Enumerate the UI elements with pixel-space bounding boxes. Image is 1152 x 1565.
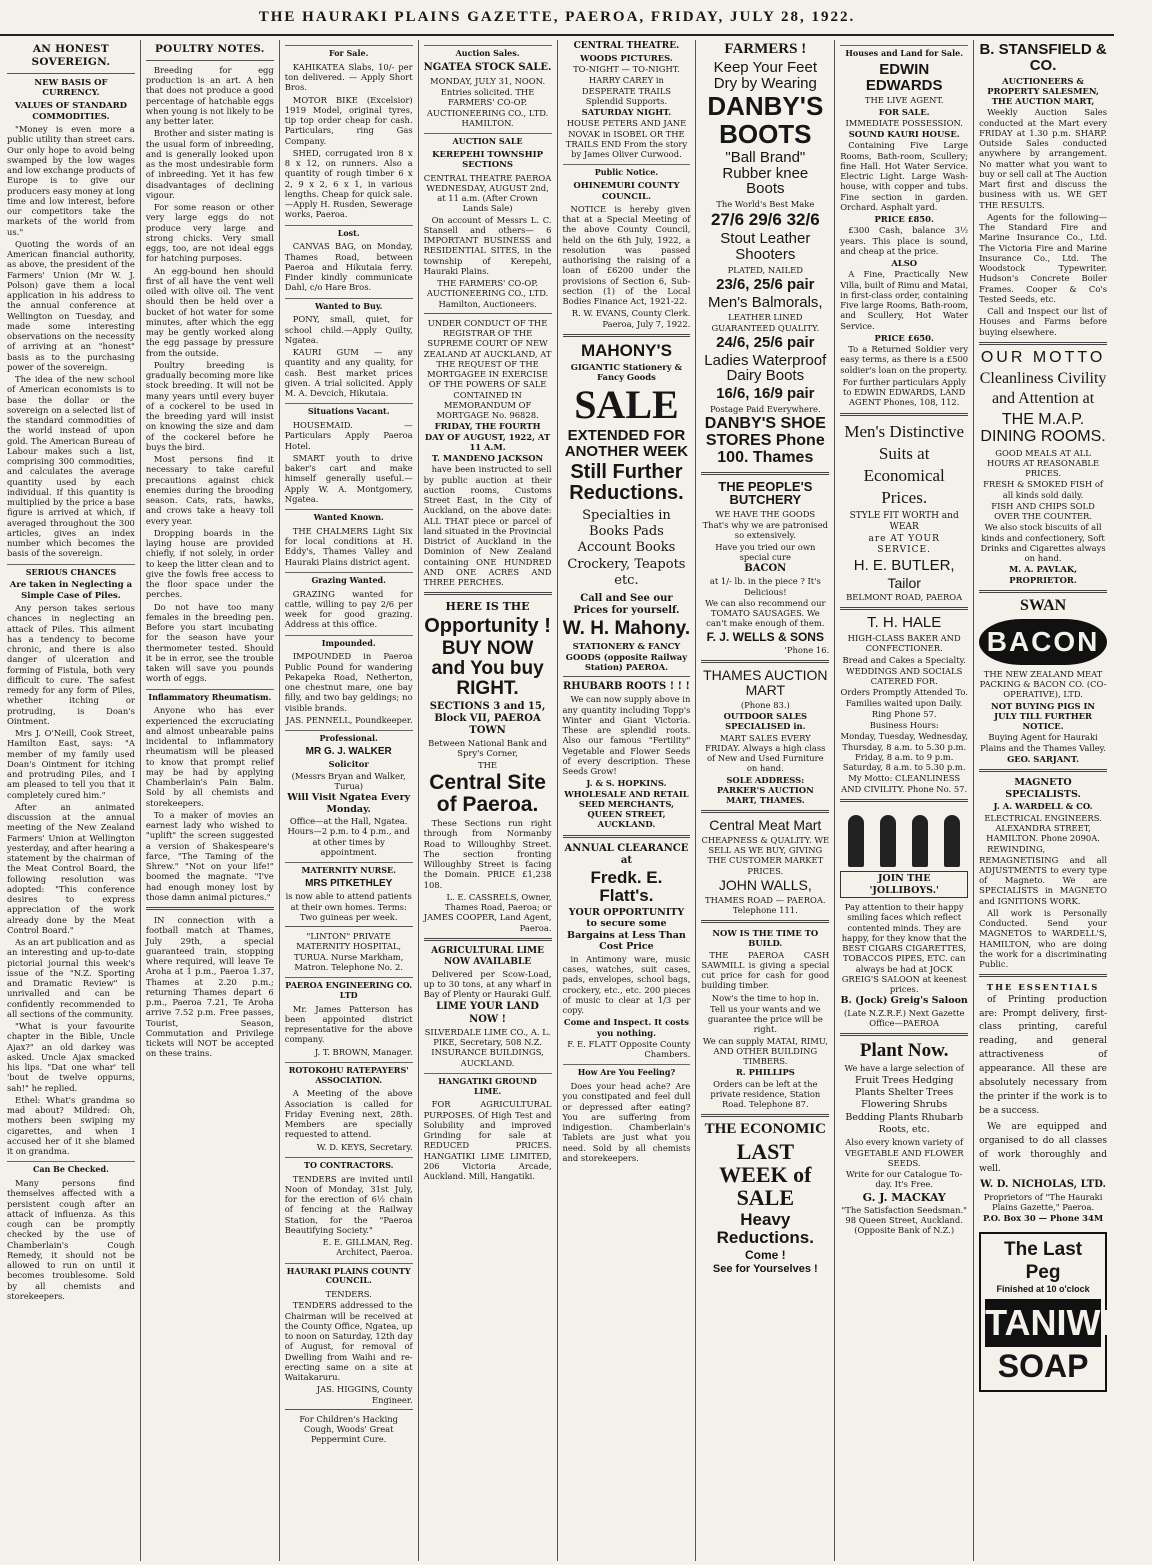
ad-heading: W. H. Mahony. xyxy=(562,618,691,640)
ad-signature: SILVERDALE LIME CO., A. L. PIKE, Secretary, 508 N.Z. INSURANCE BUILDINGS, AUCKLAND. xyxy=(424,1026,551,1068)
ad-text: MONDAY, JULY 31, NOON. xyxy=(430,75,546,86)
ad-text: FRESH & SMOKED FISH of all kinds sold daily. xyxy=(983,479,1104,500)
ad-text: We can now supply above in any quantity including Topp's Winter and Giant Victoria. These are splendid roots. Also our famous "Fertility" Vegetable and Flower Seeds of every description. These Seeds Grow! xyxy=(562,694,691,777)
section-heading: Lost. xyxy=(285,225,413,239)
ad-heading: LAST WEEK of SALE xyxy=(719,1139,812,1211)
article-paragraph: To a maker of movies an earnest lady who wished to "uplift" the screen suggested a version of Shakespeare's farce, "The Taming of the Shrew." "Not on your life!" boomed the magnate. "I've had enough money lost by those damn animal pictures." xyxy=(145,809,274,902)
article-paragraph: As an art publication and as an interesting and up-to-date pictorial journal this week's issue of the "N.Z. Sporting and Dramatic Review" is unrivalled and can be confidently recommended to all sections of the community. xyxy=(7,937,135,1019)
classified-ad: MOTOR BIKE (Excelsior) 1919 Model, original tyres, tip top order cheap for cash. Particulars, ring Gas Company. xyxy=(284,94,413,146)
ad-text: That's why we are patronised so extensively. xyxy=(702,520,829,541)
section-heading: HAURAKI PLAINS COUNTY COUNCIL. xyxy=(285,1263,413,1287)
ad-text: J. A. WARDELL & CO. xyxy=(993,801,1093,812)
ad-text: WE HAVE THE GOODS xyxy=(715,508,816,519)
ad-heading: W. D. NICHOLAS, LTD. xyxy=(980,1178,1107,1190)
bacon-logo: BACON xyxy=(979,619,1107,665)
ad-heading: F. J. WELLS & SONS xyxy=(706,629,824,644)
railway-notice: IN connection with a football match at Thames, July 29th, a special guaranteed train, stopping where required, will leave Te Aroha at 1 p.m., Paeroa 1.37, Thames at 2.20 p.m.; returning Thames depart 6 p.m., Paeroa 7.21, Te Aroha arrive 7.52 p.m. Free passes, Tourist, Season, Commutation and Privilege tickets will NOT be accepted on these trains. xyxy=(145,915,274,1059)
figure-icon xyxy=(912,815,928,867)
ad-heading: FARMERS ! xyxy=(724,41,807,57)
column-2 xyxy=(141,40,280,1561)
ad-text: GOOD MEALS AT ALL HOURS AT REASONABLE PRICES. xyxy=(987,447,1100,479)
ad-heading: JOHN WALLS, xyxy=(718,876,812,893)
ad-text: LEATHER LINED GUARANTEED QUALITY. xyxy=(711,312,820,333)
ad-text: "LINTON" PRIVATE MATERNITY HOSPITAL, TURUA. Nurse Markham, Matron. Telephone No. 2. xyxy=(293,931,404,972)
article-subhead: SERIOUS CHANCES xyxy=(7,564,135,578)
section-heading: Grazing Wanted. xyxy=(285,572,413,586)
article-paragraph: Brother and sister mating is the usual form of inbreeding, and is generally looked upon as the most undesirable form of inbreeding. Yet it has few disadvantages of declining vigour. xyxy=(145,128,274,200)
ad-heading: Men's Distinctive Suits at Economical Prices. xyxy=(844,421,965,507)
ad-price: 24/6, 25/6 pair xyxy=(716,333,815,351)
ad-text: SECTIONS 3 and 15, Block VII, PAEROA TOWN xyxy=(429,700,546,736)
ad-text: T. MANDENO JACKSON xyxy=(431,453,544,464)
ad-text: All work is Personally Conducted. Send your MAGNETOS to WARDELL'S, HAMILTON, who are doing the work for a discriminating Public. xyxy=(979,907,1107,970)
section-heading: Situations Vacant. xyxy=(285,403,413,417)
ad-text: ELECTRICAL ENGINEERS. ALEXANDRA STREET, HAMILTON. Phone 2090A. xyxy=(984,812,1102,844)
ad-text: TENDERS are invited until Noon of Monday, 31st July, for the erection of 6½ chain of fencing at the Railway Station, for the "Paeroa Beautifying Society." xyxy=(284,1173,413,1235)
ad-text: is now able to attend patients at their own homes. Terms: Two guineas per week. xyxy=(285,891,412,922)
ad-heading: H. E. BUTLER, xyxy=(853,556,955,574)
ad-text: (Phone 83.) xyxy=(740,699,790,710)
section-heading: How Are You Feeling? xyxy=(563,1064,691,1078)
article-paragraph: For some reason or other very large eggs do not produce very large and strong chicks. Very small eggs, too, are not ideal eggs for hatching purposes. xyxy=(145,202,274,264)
ad-text: Does your head ache? Are you constipated and feel dull or depressed after eating? You are suffering from indigestion. Chamberlain's Tablets are just what you need. Sold by all chemists and storekeepers. xyxy=(562,1081,691,1163)
ad-text: (Messrs Bryan and Walker, Turua) xyxy=(291,770,406,791)
classified-ad: SMART youth to drive baker's cart and make himself generally useful.—Apply W. A. Montgomery, Ngatea. xyxy=(284,452,413,504)
ad-text: CENTRAL THEATRE PAEROA WEDNESDAY, AUGUST 2nd, at 11 a.m. (After Crown Lands Sale) xyxy=(423,172,552,214)
ad-heading: Central Site of Paeroa. xyxy=(429,770,546,816)
ad-heading: CENTRAL THEATRE. xyxy=(573,41,680,51)
ad-signature: THE FARMERS' CO-OP. AUCTIONEERING CO., LTD. Hamilton, Auctioneers. xyxy=(426,278,549,309)
ad-heading: THE ESSENTIALS xyxy=(986,982,1100,993)
ad-text: Postage Paid Everywhere. xyxy=(710,403,821,414)
ad-text: FISH AND CHIPS SOLD OVER THE COUNTER. xyxy=(991,500,1095,522)
column-4 xyxy=(419,40,558,1561)
article-title: AN HONEST SOVEREIGN. xyxy=(31,43,111,68)
ad-heading: THE M.A.P. DINING ROOMS. xyxy=(980,411,1106,445)
ad-text: GIGANTIC Stationery & Fancy Goods xyxy=(570,361,683,383)
ad-text: Bread and Cakes a Specialty. xyxy=(842,654,966,665)
figure-icon xyxy=(848,815,864,867)
ad-text: STYLE FIT WORTH and WEAR xyxy=(849,510,959,532)
ad-heading: EDWIN EDWARDS xyxy=(865,60,943,94)
taniwha-logo: TANIWHA xyxy=(985,1299,1101,1347)
taniwha-soap-ad xyxy=(979,1232,1152,1392)
column-5 xyxy=(558,40,697,1561)
ad-text: HERE IS THE xyxy=(445,600,530,614)
ad-heading: Opportunity ! xyxy=(424,614,551,637)
ad-text: My Motto: CLEANLINESS AND CIVILITY. Phone No. 57. xyxy=(841,773,968,794)
ad-text: A Fine, Practically New Villa, built of Rimu and Matai, in first-class order, containing Five large Rooms, Bath-room, and Scullery, Hot Water Service. xyxy=(840,269,969,331)
ad-heading: BUY NOW and You buy RIGHT. xyxy=(431,637,544,699)
ad-text: HARRY CAREY in DESPERATE TRAILS Splendid Supports. xyxy=(581,75,671,106)
ad-heading: The Last Peg xyxy=(1004,1238,1083,1283)
ad-text: UNDER CONDUCT OF THE REGISTRAR OF THE SUPREME COURT OF NEW ZEALAND AT AUCKLAND, AT THE REQUEST OF THE MORTGAGEE IN EXERCISE OF THE POWERS OF SALE CONTAINED IN MEMORANDUM OF MORTGAGE No. 96828. xyxy=(423,317,552,421)
section-heading: PAEROA ENGINEERING CO. LTD xyxy=(285,977,413,1001)
ad-signature: E. E. GILLMAN, Reg. Architect, Paeroa. xyxy=(322,1237,413,1258)
section-heading: Auction Sales. xyxy=(424,45,552,59)
ad-text: HIGH-CLASS BAKER AND CONFECTIONER. xyxy=(847,633,961,654)
ad-text: YOUR OPPORTUNITY to secure some Bargains at Less Than Cost Price xyxy=(567,906,686,953)
article-paragraph: The idea of the new school of American economists is to base the dollar or the sovereign on a selected list of the standard commodities of the world instead of upon gold. The American Bureau of Labour makes such a list, comprising 300 commodities, and calculates the average quantity used by each individual. If this quantity is multiplied by the price a base figure is arrived at which, if averaged throughout the 300 articles, gives an index number which becomes the basis of the sovereign. xyxy=(7,374,135,559)
ad-text: SOLE ADDRESS: PARKER'S AUCTION MART, THAMES. xyxy=(716,774,814,806)
ad-price: 23/6, 25/6 pair xyxy=(716,275,815,293)
article-paragraph: Do not have too many females in the breeding pen. Before you start incubating for the season have your thermometer tested. Should it be in error, see the trouble taken will save you pounds worth of eggs. xyxy=(145,601,274,684)
article-subhead: NEW BASIS OF CURRENCY. xyxy=(34,77,108,98)
masthead: THE HAURAKI PLAINS GAZETTE, PAEROA, FRIDAY, JULY 28, 1922. xyxy=(0,0,1114,36)
ad-signature: For further particulars Apply to EDWIN EDWARDS, LAND AGENT Phones, 108, 112. xyxy=(842,376,966,408)
ad-text: THE NEW ZEALAND MEAT PACKING & BACON CO. (CO-OPERATIVE), LTD. xyxy=(979,668,1107,700)
ad-text: Buying Agent for Hauraki Plains and the Thames Valley. xyxy=(980,732,1106,753)
ad-text: We can supply MATAI, RIMU, AND OTHER BUILDING TIMBERS. xyxy=(702,1035,828,1067)
ad-heading: RHUBARB ROOTS ! ! ! xyxy=(562,681,690,693)
ad-text: NOT BUYING PIGS IN JULY TILL FURTHER NOTICE. xyxy=(991,700,1096,732)
ad-heading: AGRICULTURAL LIME NOW AVAILABLE xyxy=(431,945,544,967)
article-paragraph: An egg-bound hen should first of all have the vent well oiled with olive oil. The vent should then be held over a bucket of hot water for some minutes, after which the egg may be gently worked along the egg passage by pressure from the outside. xyxy=(145,265,274,358)
ad-text: at 1/- lb. in the piece ? It's Delicious! xyxy=(709,576,821,597)
ad-text: have been instructed to sell by public auction at their auction rooms, Customs Street East, in the City of Auckland, on the above date: ALL THAT piece or parcel of land situated in the Provincial District of Auckland in the Dominion of New Zealand containing ONE HUNDRED AND ONE ACRES AND THREE PERCHES. xyxy=(423,464,552,588)
ad-heading: G. J. MACKAY xyxy=(862,1190,946,1204)
ad-heading: MAHONY'S xyxy=(580,340,672,360)
ad-text: FOR AGRICULTURAL PURPOSES. Of High Test and Solubility and improved Grinding for sale at REDUCED PRICES. HANGATIKI LIME LIMITED, 206 Victoria Arcade, Auckland. Mill, Hangatiki. xyxy=(423,1099,552,1182)
article-paragraph: Dropping boards in the laying house are provided chiefly, if not solely, in order to keep the litter clean and to give the fowls free access to the floor space under the perches. xyxy=(145,527,274,600)
ad-text: TO-NIGHT — TO-NIGHT. xyxy=(573,64,680,75)
ad-heading: OUR MOTTO xyxy=(980,348,1106,366)
ad-heading: B. (Jock) Greig's Saloon xyxy=(840,995,968,1007)
classified-ad: IMPOUNDED in Paeroa Public Pound for wandering Pekapeka Road, Netherton, one chestnut mare, one bay filly, and two bay geldings; no visible brands. xyxy=(284,651,413,713)
classified-ad: HOUSEMAID. — Particulars Apply Paeroa Hotel. xyxy=(284,420,413,451)
ad-heading: SOAP xyxy=(997,1348,1089,1385)
section-heading: MATERNITY NURSE. xyxy=(285,862,413,876)
ad-text: "The Satisfaction Seedsman." 98 Queen Street, Auckland. (Opposite Bank of N.Z.) xyxy=(841,1204,967,1236)
ad-text: Pay attention to their happy smiling faces which reflect contented minds. They are happy, for they know that the BEST CIGARS CIGARETTES, TOBACCOS PIPES, ETC. can always be had at JOCK GREIG'S SALOON at keenest prices. xyxy=(841,902,967,995)
ad-text: in Antimony ware, music cases, watches, suit cases, pads, envelopes, school bags, crockery, etc., etc. 200 pieces of music to clear at 1/3 per copy. xyxy=(562,953,691,1016)
ad-text: Business Hours: xyxy=(869,720,939,731)
ad-text: are AT YOUR SERVICE. xyxy=(868,533,940,555)
article-paragraph: Ethel: What's grandma so mad about? Mildred: Oh, mothers been swiping my cigarettes, and when I accused her of it she blamed it on grandma. xyxy=(7,1094,135,1156)
column-8 xyxy=(974,40,1152,1561)
ad-heading: MR G. J. WALKER xyxy=(305,745,392,757)
ad-text: Proprietors of "The Hauraki Plains Gazette," Paeroa. xyxy=(983,1191,1103,1213)
ad-heading: SALE xyxy=(574,382,679,428)
ad-text: On account of Messrs L. C. Stansell and others— 6 IMPORTANT BUSINESS and RESIDENTIAL SITES, in the township of Kerepehi, Hauraki Plains. xyxy=(423,214,552,276)
ad-text: We have a large selection of xyxy=(844,1063,964,1074)
section-heading: Impounded. xyxy=(285,635,413,649)
section-heading: TO CONTRACTORS. xyxy=(285,1157,413,1171)
ad-heading: KEREPEHI TOWNSHIP SECTIONS xyxy=(432,149,543,171)
ad-signature: JAS. HIGGINS, County Engineer. xyxy=(316,1384,413,1405)
ad-text: TENDERS addressed to the Chairman will be received at the County Office, Ngatea, up to noon on Saturday, 12th day of August, for removal of Dwelling from Waihi and re-erecting same on a site at Waitakaruru. xyxy=(284,1300,413,1383)
article-subhead: Can Be Checked. xyxy=(7,1161,135,1175)
ad-signature: M. A. PAVLAK, PROPRIETOR. xyxy=(1009,564,1078,585)
ad-heading: SWAN xyxy=(1019,596,1067,614)
ad-text: STATIONERY & FANCY GOODS (opposite Railway Station) PAEROA. xyxy=(565,641,688,672)
ad-text: To a Returned Soldier very easy terms, as there is a £500 soldier's loan on the property. xyxy=(840,344,969,375)
ad-text: PLATED, NAILED xyxy=(727,264,803,275)
article-paragraph: Any person takes serious chances in neglecting an attack of Piles. This ailment has a tendency to become chronic, and there is also danger of ulceration and forming of Fistula, both very difficult to cure. The safest remedy for any form of Piles, whether itching or protruding, is Doan's Ointment. xyxy=(7,603,135,726)
ad-heading: THE PEOPLE'S BUTCHERY xyxy=(718,478,813,508)
ad-text: AUCTIONEERS & PROPERTY SALESMEN, THE AUCTION MART, xyxy=(987,75,1099,106)
ad-text: BACON xyxy=(744,563,787,575)
ad-text: Have you tried our own special cure xyxy=(715,541,816,562)
classified-ad: THE CHALMERS Light Six for local conditions at H. Eddy's, Thames Valley and Hauraki Plains district agent. xyxy=(284,525,413,567)
jolliboys-illustration xyxy=(840,807,968,867)
classified-ad: KAURI GUM — any quantity and any quality, for cash. Best market prices given. A trial solicited. Apply M. A. Devcich, Hikutaia. xyxy=(284,347,413,398)
ad-signature: J. T. BROWN, Manager. xyxy=(314,1046,413,1057)
section-heading: Houses and Land for Sale. xyxy=(840,45,968,59)
ad-heading: T. H. HALE xyxy=(867,614,942,632)
section-heading: Public Notice. xyxy=(563,164,691,178)
ad-signature: L. E. CASSRELS, Owner, Thames Road, Paeroa; or JAMES COOPER, Land Agent, Paeroa. xyxy=(423,891,552,933)
article-subhead: Are taken in Neglecting a Simple Case of Piles. xyxy=(9,580,133,601)
ad-heading: OHINEMURI COUNTY COUNCIL. xyxy=(573,181,680,202)
ad-text: Come and Inspect. It costs you nothing. xyxy=(563,1017,689,1038)
article-paragraph: "Money is even more a public utility than street cars. Our only hope to avoid being swamped by the low wages and low exchange products of Europe is to give our producers easy money at long time and low interest, before our competitors take the markets of the world from us." xyxy=(7,124,135,237)
ad-text: Fruit Trees Hedging Plants Shelter Trees Flowering Shrubs Bedding Plants Rhubarb Roots, etc. xyxy=(845,1074,964,1135)
ad-text: Will Visit Ngatea Every Monday. xyxy=(287,792,411,815)
ad-text: Delivered per Scow-Load, up to 30 tons, at any wharf in Bay of Plenty or Hauraki Gulf. xyxy=(423,968,552,1000)
ad-text: BELMONT ROAD, PAEROA xyxy=(846,592,963,603)
column-1 xyxy=(2,40,141,1561)
ad-text: £300 Cash, balance 3½ years. This place is sound, and cheap at the price. xyxy=(840,225,969,256)
ad-text: WOODS PICTURES. xyxy=(580,52,673,63)
ad-heading: MAGNETO SPECIALISTS. xyxy=(1005,777,1081,800)
ad-text: THE xyxy=(478,759,498,770)
ad-text: Agents for the following— The Standard Fire and Marine Insurance Co., Ltd. The Victoria Fire and Marine Insurance Co., Ltd. The Woodstock Typewriter. Hudson's Concrete Boiler Frames. Cooper & Co's Tested Seeds, etc. xyxy=(979,211,1107,304)
ad-text: Ring Phone 57. xyxy=(871,708,937,719)
ad-text: SATURDAY NIGHT. xyxy=(581,107,672,118)
article-paragraph: After an animated discussion at the annual meeting of the New Zealand Farmers' Union at Wellington yesterday, and after hearing a statement by the chairman of the Meat Control Board, the following resolution was adopted: "This conference desires to express appreciation of the work already done by the Meat Control Board." xyxy=(7,801,135,935)
ad-heading: Central Meat Mart xyxy=(709,817,822,834)
ad-text: Specialties in Books Pads Account Books Crockery, Teapots etc. xyxy=(567,507,686,588)
ad-text: See for Yourselves ! xyxy=(712,1262,818,1275)
ad-text: Monday, Tuesday, Wednesday, Thursday, 8 a.m. to 5.30 p.m. Friday, 8 a.m. to 9 p.m. Saturday, 8 a.m. to 5.30 p.m. xyxy=(840,731,968,773)
ad-text: Now's the time to hop in. xyxy=(711,992,819,1003)
ad-text: WEDDINGS AND SOCIALS CATERED FOR. xyxy=(846,665,963,687)
ad-text: We are equipped and organised to do all classes of work thoroughly and well. xyxy=(979,1122,1107,1174)
ad-heading: ANNUAL CLEARANCE at xyxy=(564,842,689,866)
ad-text: Keep Your Feet Dry by Wearing xyxy=(713,58,818,92)
article-paragraph: Mrs J. O'Neill, Cook Street, Hamilton East, says: "A member of my family used Doan's Ointment for itching and protruding Piles, and I am pleased to tell you that it completely cured him." xyxy=(7,728,135,800)
classified-ad: GRAZING wanted for cattle, willing to pay 2/6 per week for good grazing. Address at this office. xyxy=(284,588,413,630)
ad-signature: F. E. FLATT Opposite County Chambers. xyxy=(567,1038,691,1060)
ad-heading: Cleanliness Civility and Attention at xyxy=(979,369,1107,408)
ad-text: THAMES ROAD — PAEROA. Telephone 111. xyxy=(705,894,826,915)
ad-text: 'Phone 16. xyxy=(784,645,830,656)
article-paragraph: Breeding for egg production is an art. A hen that does not produce a good percentage of hatchable eggs when young is not likely to be any better later. xyxy=(145,64,274,127)
ad-text: Mr. James Patterson has been appointed district representative for the above company. xyxy=(284,1003,413,1045)
ad-signature: GEO. SARJANT. xyxy=(1007,753,1079,764)
classified-ad: CANVAS BAG, on Monday, Thames Road, between Paeroa and Hikutaia ferry. Finder kindly communicate Dahl, c/o Hare Bros. xyxy=(284,241,413,293)
ad-heading: Still Further Reductions. xyxy=(569,460,684,504)
classified-ad: PONY, small, quiet, for school child.—Apply Quilty, Ngatea. xyxy=(284,314,413,345)
article-subhead: VALUES OF STANDARD COMMODITIES. xyxy=(14,101,128,122)
ad-text: P.O. Box 30 — Phone 34M xyxy=(982,1213,1104,1224)
column-6 xyxy=(696,40,835,1561)
classified-ad: KAHIKATEA Slabs, 10/- per ton delivered. — Apply Short Bros. xyxy=(284,61,413,93)
ad-text: Between National Bank and Spry's Corner, xyxy=(428,738,547,759)
column-3 xyxy=(280,40,419,1561)
ad-text: Also every known variety of VEGETABLE AND FLOWER SEEDS. xyxy=(844,1137,964,1168)
ad-signature: JAS. PENNELL, Poundkeeper. xyxy=(285,714,413,725)
article-paragraph: Anyone who has ever experienced the excruciating and almost unbearable pains incidental to inflammatory rheumatism will be pleased to know that prompt relief may be had by applying Chamberlain's Pain Balm. Sold by all chemists and storekeepers. xyxy=(145,705,274,808)
ad-text: Solicitor xyxy=(328,759,369,770)
ad-text: FRIDAY, THE FOURTH DAY OF AUGUST, 1922, AT 11 A.M. xyxy=(424,421,551,452)
section-heading: For Sale. xyxy=(285,45,413,59)
section-heading: HANGATIKI GROUND LIME. xyxy=(424,1073,552,1097)
ad-text: Call and Inspect our list of Houses and Farms before buying elsewhere. xyxy=(979,306,1107,337)
ad-text: Orders Promptly Attended To. Families waited upon Daily. xyxy=(840,687,968,708)
ad-text: of Printing production are: Prompt delivery, first-class printing, careful reading, and general attractiveness of appearance. All these are absolutely necessary from the printer if the work is to be a success. xyxy=(979,994,1107,1117)
article-paragraph: "What is your favourite chapter in the Bible, Uncle Ajax?" an old darkey was asked. Uncle Ajax smacked his lips. "Dat one whar' tell 'bout de twelve oppurns, sah!" he replied. xyxy=(7,1021,135,1093)
ad-text: MART SALES EVERY FRIDAY. Always a high class of New and Used Furniture on hand. xyxy=(705,732,826,774)
ad-text: "Ball Brand" Rubber knee Boots xyxy=(722,148,809,198)
ad-heading: LIME YOUR LAND NOW ! xyxy=(436,1001,539,1025)
ad-signature: R. W. EVANS, County Clerk. Paeroa, July 7, 1922. xyxy=(571,308,691,329)
ad-text: ALSO xyxy=(891,258,918,268)
ad-text: A Meeting of the above Association is called for Friday Evening next, 28th. Members are specially requested to attend. xyxy=(284,1088,413,1140)
ad-heading: THE ECONOMIC xyxy=(704,1121,826,1138)
ad-text: (Late N.Z.R.F.) Next Gazette Office—PAEROA xyxy=(843,1007,965,1029)
ad-heading: MRS PITKETHLEY xyxy=(305,877,393,889)
ad-text: Entries solicited. THE FARMERS' CO-OP. AUCTIONEERING CO., LTD. HAMILTON. xyxy=(426,87,549,128)
ad-heading: Heavy Reductions. xyxy=(716,1210,814,1248)
ad-text: Write for our Catalogue To-day. It's Free. xyxy=(845,1169,963,1190)
ad-text: FOR SALE. xyxy=(878,106,930,117)
ad-text: Tailor xyxy=(887,574,921,591)
ad-heading: Fredk. E. Flatt's. xyxy=(590,867,663,905)
section-heading: Professional. xyxy=(285,730,413,744)
ad-text: TENDERS. xyxy=(325,1289,372,1300)
ad-text: Weekly Auction Sales conducted at the Mart every FRIDAY at 1.30 p.m. SHARP. Outside Sales conducted anywhere by arrangement. No matter what you want to buy or sell call at The Auction Mart first and discuss the business with us. WE GET THE RESULTS. xyxy=(979,107,1107,210)
ad-heading: B. STANSFIELD & CO. xyxy=(979,41,1107,74)
ad-text: Stout Leather Shooters xyxy=(720,230,811,263)
ad-text: We also stock biscuits of all kinds and confectionery, Soft Drinks and Cigarettes always on hand. xyxy=(980,522,1106,564)
ad-text: IMMEDIATE POSSESSION. xyxy=(845,117,963,128)
ad-text: Finished at 10 o'clock xyxy=(996,1284,1090,1295)
ad-text: We can also recommend our TOMATO SAUSAGES. We can't make enough of them. xyxy=(705,597,826,629)
section-heading: ROTOKOHU RATEPAYERS' ASSOCIATION. xyxy=(285,1062,413,1086)
ad-heading: Plant Now. xyxy=(859,1040,949,1062)
figure-icon xyxy=(944,815,960,867)
ad-signature: J. & S. HOPKINS. WHOLESALE AND RETAIL SEED MERCHANTS, QUEEN STREET, AUCKLAND. xyxy=(564,778,689,830)
section-heading: AUCTION SALE xyxy=(424,133,552,147)
ad-text: Office—at the Hall, Ngatea. Hours—2 p.m. to 4 p.m., and at other times by appointment. xyxy=(287,816,410,857)
ad-text: OUTDOOR SALES SPECIALISED in. xyxy=(723,711,808,732)
section-heading: Wanted Known. xyxy=(285,509,413,523)
classified-ad: SHED, corrugated iron 8 x 8 x 12, on runners. Also a quantity of rough timber 6 x 2, 9 x 2, 6 x 1, in various lengths. Cheap for quick sale.—Apply H. Rusden, Sewerage works, Paeroa. xyxy=(284,147,413,220)
ad-price: PRICE £650. xyxy=(874,332,934,343)
article-subhead: Inflammatory Rheumatism. xyxy=(146,689,274,703)
ad-text: The World's Best Make xyxy=(716,199,815,210)
ad-text: These Sections run right through from Normanby Road to Willoughby Street. The section fronting Willoughby Street is facing the Domain. PRICE £1,238 108. xyxy=(423,818,552,890)
column-7 xyxy=(835,40,974,1561)
ad-text: CHEAPNESS & QUALITY. WE SELL AS WE BUY, GIVING THE CUSTOMER MARKET PRICES. xyxy=(701,834,830,876)
ad-text: Come ! xyxy=(744,1248,786,1263)
ad-heading: THAMES AUCTION MART xyxy=(703,667,828,699)
ad-price: 27/6 29/6 32/6 xyxy=(710,210,820,230)
ad-heading: NGATEA STOCK SALE. xyxy=(423,61,552,73)
newspaper-page xyxy=(0,36,1152,1561)
article-title: POULTRY NOTES. xyxy=(154,43,265,55)
ad-price: 16/6, 16/9 pair xyxy=(716,385,815,403)
ad-text: Men's Balmorals, xyxy=(708,293,823,311)
ad-heading: NOW IS THE TIME TO BUILD. xyxy=(712,928,819,949)
ad-text: Call and See our Prices for yourself. xyxy=(573,593,680,617)
ad-text: THE LIVE AGENT. xyxy=(864,95,944,106)
ad-text: NOTICE is hereby given that at a Special Meeting of the above County Council, held on the 6th July, 1922, a resolution was passed authorising the raising of a loan of £6200 under the provisions of Section 6, Sub-section (1) of the Local Bodies Finance Act, 1921-22. xyxy=(562,203,691,307)
ad-signature: W. D. KEYS, Secretary. xyxy=(316,1141,413,1152)
ad-heading: DANBY'S BOOTS xyxy=(707,91,824,149)
ad-heading: JOIN THE 'JOLLIBOYS.' xyxy=(840,871,968,898)
ad-text: HOUSE PETERS AND JANE NOVAK in ISOBEL OR THE TRAILS END From the story by James Oliver Curwood. xyxy=(565,118,688,160)
ad-text: SOUND KAURI HOUSE. xyxy=(848,129,960,139)
ad-text: R. PHILLIPS xyxy=(735,1067,795,1078)
figure-icon xyxy=(880,815,896,867)
ad-heading: EXTENDED FOR ANOTHER WEEK xyxy=(564,427,689,461)
ad-text: Tell us your wants and we guarantee the price will be right. xyxy=(707,1003,823,1035)
ad-text: Orders can be left at the private residence, Station Road. Telephone 87. xyxy=(710,1078,821,1110)
article-paragraph: Many persons find themselves affected with a persistent cough after an attack of influenza. As this cough can be promptly checked by the use of Chamberlain's Cough Remedy, it should not be allowed to run on until it becomes troublesome. Sold by all chemists and storekeepers. xyxy=(7,1178,135,1301)
ad-text: For Children's Hacking Cough, Woods' Great Peppermint Cure. xyxy=(299,1413,399,1445)
article-paragraph: Poultry breeding is gradually becoming more like stock breeding. It will not be many years until every buyer of a cockerel to be used in the breeding yard will insist on knowing the size and dam of the cockerel before he buys the bird. xyxy=(145,359,274,452)
section-heading: Wanted to Buy. xyxy=(285,298,413,312)
ad-heading: DANBY'S SHOE STORES Phone 100. Thames xyxy=(704,415,826,466)
ad-price: PRICE £850. xyxy=(874,214,934,224)
ad-text: Ladies Waterproof Dairy Boots xyxy=(704,351,827,385)
ad-text: THE PAEROA CASH SAWMILL is giving a special cut price for cash for good building timber. xyxy=(701,949,830,991)
ad-text: REWINDING, REMAGNETISING and all ADJUSTMENTS to every type of Magneto. We are SPECIALISTS in MAGNETO and IGNITIONS WORK. xyxy=(979,844,1107,906)
article-paragraph: Quoting the words of an American financial authority, as above, the president of the Farmers' Union (Mr W. J. Polson) gave them a local application in his address to the annual conference at Wellington on Tuesday, and made some interesting observations on the necessity of arriving at an "honest" basis as to the purchasing power of the sovereign. xyxy=(7,238,135,372)
article-paragraph: Most persons find it necessary to take careful precautions against chick enemies during the brooding season. Cats, rats, hawks, and crows take a heavy toll every year. xyxy=(145,454,274,526)
ad-text: Containing Five Large Rooms, Bath-room, Scullery; fine Hall. Hot Water Service. Electric Light. Large Wash-house, with copper and tubs. Fine section in garden. Orchard. Asphalt yard. xyxy=(840,140,969,212)
